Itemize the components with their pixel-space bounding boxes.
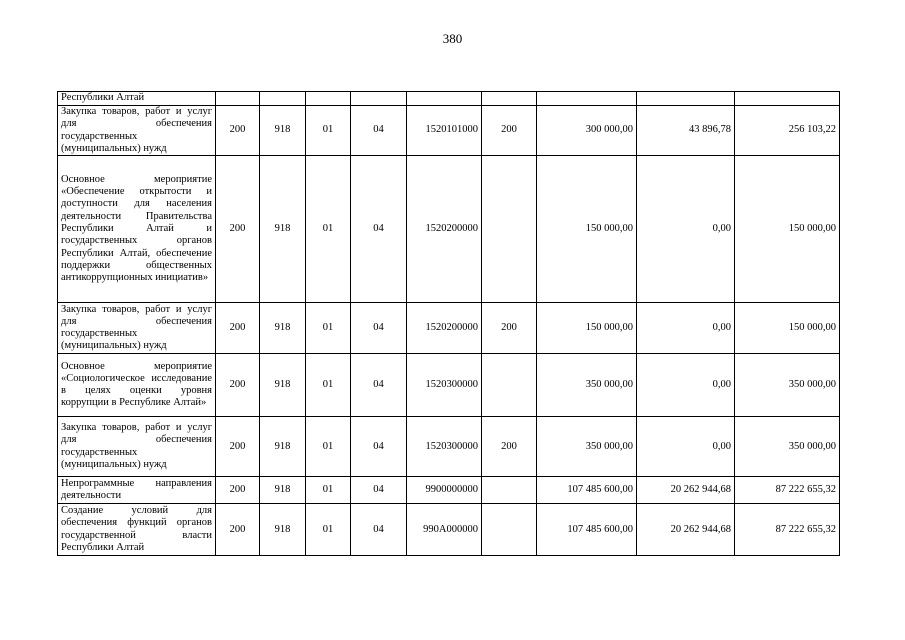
cell-executed-amount bbox=[637, 92, 735, 106]
cell-expense-type bbox=[482, 92, 537, 106]
cell-ministry-code: 918 bbox=[260, 303, 306, 354]
cell-remaining-amount: 150 000,00 bbox=[735, 303, 840, 354]
cell-approved-amount: 350 000,00 bbox=[537, 354, 637, 417]
page-number: 380 bbox=[442, 31, 463, 46]
budget-table-body bbox=[58, 92, 840, 556]
cell-code-200: 200 bbox=[216, 504, 260, 556]
cell-section: 01 bbox=[306, 417, 351, 477]
cell-section: 01 bbox=[306, 106, 351, 156]
cell-section: 01 bbox=[306, 303, 351, 354]
cell-name: Республики Алтай bbox=[58, 92, 216, 106]
cell-executed-amount: 0,00 bbox=[637, 156, 735, 303]
cell-target-article: 1520200000 bbox=[407, 303, 482, 354]
cell-approved-amount: 350 000,00 bbox=[537, 417, 637, 477]
table-row bbox=[58, 156, 840, 303]
cell-expense-type: 200 bbox=[482, 303, 537, 354]
cell-name: Непрограммные направления деятельности bbox=[58, 477, 216, 504]
cell-section bbox=[306, 92, 351, 106]
cell-remaining-amount: 256 103,22 bbox=[735, 106, 840, 156]
cell-code-200: 200 bbox=[216, 417, 260, 477]
table-row bbox=[58, 417, 840, 477]
cell-subsection: 04 bbox=[351, 417, 407, 477]
cell-approved-amount: 107 485 600,00 bbox=[537, 477, 637, 504]
cell-remaining-amount: 350 000,00 bbox=[735, 417, 840, 477]
cell-target-article: 990A000000 bbox=[407, 504, 482, 556]
cell-expense-type: 200 bbox=[482, 417, 537, 477]
cell-approved-amount: 300 000,00 bbox=[537, 106, 637, 156]
cell-code-200: 200 bbox=[216, 156, 260, 303]
cell-subsection: 04 bbox=[351, 303, 407, 354]
table-row bbox=[58, 303, 840, 354]
cell-ministry-code: 918 bbox=[260, 477, 306, 504]
cell-executed-amount: 0,00 bbox=[637, 303, 735, 354]
cell-name: Основное мероприятие «Обеспечение открытости и доступности для населения деятельности Правительства Республики Алтай и государственных органов Республики Алтай, обеспечение поддержки общественных антикоррупционных инициатив» bbox=[58, 156, 216, 303]
cell-target-article bbox=[407, 92, 482, 106]
cell-section: 01 bbox=[306, 477, 351, 504]
cell-remaining-amount bbox=[735, 92, 840, 106]
cell-name: Основное мероприятие «Социологическое исследование в целях оценки уровня коррупции в Республике Алтай» bbox=[58, 354, 216, 417]
cell-expense-type bbox=[482, 504, 537, 556]
cell-name: Создание условий для обеспечения функций органов государственной власти Республики Алтай bbox=[58, 504, 216, 556]
cell-subsection: 04 bbox=[351, 504, 407, 556]
table-row bbox=[58, 477, 840, 504]
cell-ministry-code: 918 bbox=[260, 156, 306, 303]
cell-subsection bbox=[351, 92, 407, 106]
cell-executed-amount: 0,00 bbox=[637, 417, 735, 477]
cell-section: 01 bbox=[306, 156, 351, 303]
cell-code-200: 200 bbox=[216, 106, 260, 156]
cell-executed-amount: 43 896,78 bbox=[637, 106, 735, 156]
table-row bbox=[58, 354, 840, 417]
cell-expense-type bbox=[482, 354, 537, 417]
cell-executed-amount: 20 262 944,68 bbox=[637, 477, 735, 504]
cell-subsection: 04 bbox=[351, 106, 407, 156]
cell-section: 01 bbox=[306, 354, 351, 417]
cell-target-article: 1520300000 bbox=[407, 417, 482, 477]
cell-expense-type bbox=[482, 477, 537, 504]
cell-name: Закупка товаров, работ и услуг для обеспечения государственных (муниципальных) нужд bbox=[58, 106, 216, 156]
cell-target-article: 1520300000 bbox=[407, 354, 482, 417]
cell-ministry-code: 918 bbox=[260, 417, 306, 477]
cell-section: 01 bbox=[306, 504, 351, 556]
cell-expense-type: 200 bbox=[482, 106, 537, 156]
cell-remaining-amount: 87 222 655,32 bbox=[735, 504, 840, 556]
cell-executed-amount: 0,00 bbox=[637, 354, 735, 417]
cell-name: Закупка товаров, работ и услуг для обеспечения государственных (муниципальных) нужд bbox=[58, 417, 216, 477]
cell-ministry-code: 918 bbox=[260, 106, 306, 156]
cell-code-200: 200 bbox=[216, 477, 260, 504]
cell-code-200 bbox=[216, 92, 260, 106]
table-row bbox=[58, 504, 840, 556]
cell-remaining-amount: 350 000,00 bbox=[735, 354, 840, 417]
cell-subsection: 04 bbox=[351, 156, 407, 303]
cell-target-article: 1520101000 bbox=[407, 106, 482, 156]
cell-subsection: 04 bbox=[351, 354, 407, 417]
cell-subsection: 04 bbox=[351, 477, 407, 504]
cell-expense-type bbox=[482, 156, 537, 303]
cell-approved-amount: 107 485 600,00 bbox=[537, 504, 637, 556]
cell-approved-amount: 150 000,00 bbox=[537, 156, 637, 303]
cell-target-article: 9900000000 bbox=[407, 477, 482, 504]
cell-remaining-amount: 150 000,00 bbox=[735, 156, 840, 303]
table-row bbox=[58, 92, 840, 106]
cell-code-200: 200 bbox=[216, 354, 260, 417]
cell-executed-amount: 20 262 944,68 bbox=[637, 504, 735, 556]
cell-name: Закупка товаров, работ и услуг для обеспечения государственных (муниципальных) нужд bbox=[58, 303, 216, 354]
cell-remaining-amount: 87 222 655,32 bbox=[735, 477, 840, 504]
cell-target-article: 1520200000 bbox=[407, 156, 482, 303]
cell-ministry-code: 918 bbox=[260, 354, 306, 417]
cell-approved-amount: 150 000,00 bbox=[537, 303, 637, 354]
cell-ministry-code: 918 bbox=[260, 504, 306, 556]
table-row bbox=[58, 106, 840, 156]
cell-approved-amount bbox=[537, 92, 637, 106]
cell-code-200: 200 bbox=[216, 303, 260, 354]
budget-table bbox=[57, 91, 840, 556]
cell-ministry-code bbox=[260, 92, 306, 106]
